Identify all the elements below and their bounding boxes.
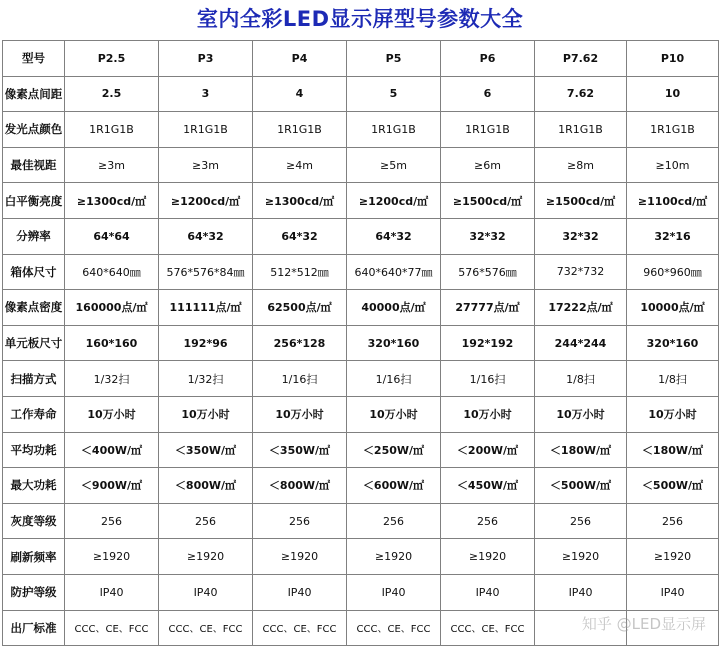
value-cell: 17222点/㎡: [535, 290, 627, 326]
value-cell: 960*960㎜: [627, 254, 719, 290]
value-cell: 5: [347, 76, 441, 112]
table-row: [3, 112, 719, 148]
spec-table: [2, 40, 719, 646]
value-cell: ＜450W/㎡: [441, 468, 535, 504]
value-cell: 32*16: [627, 218, 719, 254]
value-cell: ＜250W/㎡: [347, 432, 441, 468]
row-label-cell: 平均功耗: [3, 432, 65, 468]
value-cell: 64*64: [65, 218, 159, 254]
value-cell: IP40: [159, 574, 253, 610]
row-label-cell: 出厂标准: [3, 610, 65, 646]
table-header-row: [3, 41, 719, 77]
value-cell: 1R1G1B: [65, 112, 159, 148]
table-row: [3, 147, 719, 183]
value-cell: 10: [627, 76, 719, 112]
value-cell: ＜350W/㎡: [159, 432, 253, 468]
value-cell: 576*576㎜: [441, 254, 535, 290]
model-header-cell: P3: [159, 41, 253, 77]
value-cell: 7.62: [535, 76, 627, 112]
row-label-cell: 箱体尺寸: [3, 254, 65, 290]
value-cell: ≥4m: [253, 147, 347, 183]
model-header-cell: P6: [441, 41, 535, 77]
value-cell: CCC、CE、FCC: [253, 610, 347, 646]
table-row: [3, 361, 719, 397]
value-cell: 10万小时: [347, 396, 441, 432]
value-cell: 10万小时: [253, 396, 347, 432]
value-cell: 10万小时: [627, 396, 719, 432]
value-cell: ≥1920: [347, 539, 441, 575]
value-cell: ≥1200cd/㎡: [347, 183, 441, 219]
value-cell: ≥3m: [65, 147, 159, 183]
value-cell: 256: [535, 503, 627, 539]
row-label-cell: 工作寿命: [3, 396, 65, 432]
value-cell: ＜180W/㎡: [535, 432, 627, 468]
value-cell: 10万小时: [159, 396, 253, 432]
value-cell: 10万小时: [535, 396, 627, 432]
value-cell: ≥1200cd/㎡: [159, 183, 253, 219]
value-cell: 1/32扫: [65, 361, 159, 397]
value-cell: 160*160: [65, 325, 159, 361]
table-row: [3, 254, 719, 290]
row-label-cell: 分辨率: [3, 218, 65, 254]
value-cell: 192*96: [159, 325, 253, 361]
value-cell: 1R1G1B: [347, 112, 441, 148]
value-cell: 1R1G1B: [253, 112, 347, 148]
value-cell: 512*512㎜: [253, 254, 347, 290]
value-cell: ≥8m: [535, 147, 627, 183]
row-label-cell: 最佳视距: [3, 147, 65, 183]
value-cell: 64*32: [159, 218, 253, 254]
value-cell: 64*32: [347, 218, 441, 254]
row-label-cell: 像素点密度: [3, 290, 65, 326]
row-label-cell: 防护等级: [3, 574, 65, 610]
value-cell: 1/8扫: [627, 361, 719, 397]
value-cell: ＜200W/㎡: [441, 432, 535, 468]
value-cell: IP40: [253, 574, 347, 610]
value-cell: 10000点/㎡: [627, 290, 719, 326]
model-header-cell: P5: [347, 41, 441, 77]
value-cell: 10万小时: [441, 396, 535, 432]
value-cell: IP40: [535, 574, 627, 610]
value-cell: 27777点/㎡: [441, 290, 535, 326]
table-row: [3, 76, 719, 112]
value-cell: ≥1100cd/㎡: [627, 183, 719, 219]
model-header-cell: P2.5: [65, 41, 159, 77]
table-row: [3, 396, 719, 432]
value-cell: 6: [441, 76, 535, 112]
value-cell: 640*640*77㎜: [347, 254, 441, 290]
model-header-cell: P4: [253, 41, 347, 77]
value-cell: ≥1920: [535, 539, 627, 575]
value-cell: CCC、CE、FCC: [65, 610, 159, 646]
value-cell: ＜800W/㎡: [159, 468, 253, 504]
table-row: [3, 503, 719, 539]
value-cell: 10万小时: [65, 396, 159, 432]
value-cell: 1R1G1B: [159, 112, 253, 148]
table-row: [3, 574, 719, 610]
row-label-cell: 灰度等级: [3, 503, 65, 539]
value-cell: IP40: [627, 574, 719, 610]
value-cell: 4: [253, 76, 347, 112]
value-cell: 1R1G1B: [627, 112, 719, 148]
table-row: [3, 325, 719, 361]
value-cell: 256: [347, 503, 441, 539]
value-cell: IP40: [347, 574, 441, 610]
value-cell: ＜500W/㎡: [535, 468, 627, 504]
value-cell: 1/16扫: [441, 361, 535, 397]
page-title: 室内全彩LED显示屏型号参数大全: [196, 7, 524, 31]
value-cell: 111111点/㎡: [159, 290, 253, 326]
value-cell: ＜400W/㎡: [65, 432, 159, 468]
value-cell: IP40: [65, 574, 159, 610]
table-row: [3, 539, 719, 575]
value-cell: ≥3m: [159, 147, 253, 183]
value-cell: ≥10m: [627, 147, 719, 183]
value-cell: ≥1920: [441, 539, 535, 575]
value-cell: CCC、CE、FCC: [441, 610, 535, 646]
value-cell: 1R1G1B: [535, 112, 627, 148]
value-cell: 3: [159, 76, 253, 112]
table-row: [3, 183, 719, 219]
row-label-cell: 扫描方式: [3, 361, 65, 397]
value-cell: ≥1920: [627, 539, 719, 575]
value-cell: 244*244: [535, 325, 627, 361]
table-row: [3, 432, 719, 468]
value-cell: 40000点/㎡: [347, 290, 441, 326]
value-cell: 1/16扫: [253, 361, 347, 397]
value-cell: 32*32: [535, 218, 627, 254]
value-cell: 256: [65, 503, 159, 539]
watermark-text: 知乎 @LED显示屏: [581, 615, 706, 633]
value-cell: ≥1500cd/㎡: [535, 183, 627, 219]
value-cell: ≥1920: [253, 539, 347, 575]
value-cell: 1/32扫: [159, 361, 253, 397]
value-cell: ≥6m: [441, 147, 535, 183]
value-cell: CCC、CE、FCC: [159, 610, 253, 646]
row-label-cell: 单元板尺寸: [3, 325, 65, 361]
value-cell: ≥1920: [159, 539, 253, 575]
value-cell: ＜900W/㎡: [65, 468, 159, 504]
value-cell: 256: [159, 503, 253, 539]
value-cell: 732*732: [535, 254, 627, 290]
value-cell: ≥1920: [65, 539, 159, 575]
value-cell: 2.5: [65, 76, 159, 112]
value-cell: ≥1300cd/㎡: [253, 183, 347, 219]
value-cell: 160000点/㎡: [65, 290, 159, 326]
value-cell: IP40: [441, 574, 535, 610]
value-cell: 1/8扫: [535, 361, 627, 397]
model-header-cell: P7.62: [535, 41, 627, 77]
value-cell: ≥5m: [347, 147, 441, 183]
row-label-cell: 像素点间距: [3, 76, 65, 112]
table-row: [3, 290, 719, 326]
value-cell: 64*32: [253, 218, 347, 254]
value-cell: 192*192: [441, 325, 535, 361]
table-row: [3, 218, 719, 254]
value-cell: ＜500W/㎡: [627, 468, 719, 504]
value-cell: 576*576*84㎜: [159, 254, 253, 290]
row-label-cell: 最大功耗: [3, 468, 65, 504]
value-cell: 32*32: [441, 218, 535, 254]
value-cell: ≥1300cd/㎡: [65, 183, 159, 219]
value-cell: 256: [441, 503, 535, 539]
value-cell: CCC、CE、FCC: [347, 610, 441, 646]
value-cell: ＜350W/㎡: [253, 432, 347, 468]
value-cell: ＜180W/㎡: [627, 432, 719, 468]
model-header-cell: P10: [627, 41, 719, 77]
value-cell: 256*128: [253, 325, 347, 361]
value-cell: 320*160: [627, 325, 719, 361]
value-cell: 62500点/㎡: [253, 290, 347, 326]
value-cell: ≥1500cd/㎡: [441, 183, 535, 219]
value-cell: 1R1G1B: [441, 112, 535, 148]
row-label-cell: 发光点颜色: [3, 112, 65, 148]
row-label-cell: 白平衡亮度: [3, 183, 65, 219]
value-cell: 1/16扫: [347, 361, 441, 397]
value-cell: 256: [627, 503, 719, 539]
value-cell: 256: [253, 503, 347, 539]
value-cell: ＜800W/㎡: [253, 468, 347, 504]
value-cell: 320*160: [347, 325, 441, 361]
table-row: [3, 468, 719, 504]
header-label-cell: 型号: [3, 41, 65, 77]
value-cell: ＜600W/㎡: [347, 468, 441, 504]
row-label-cell: 刷新频率: [3, 539, 65, 575]
value-cell: 640*640㎜: [65, 254, 159, 290]
